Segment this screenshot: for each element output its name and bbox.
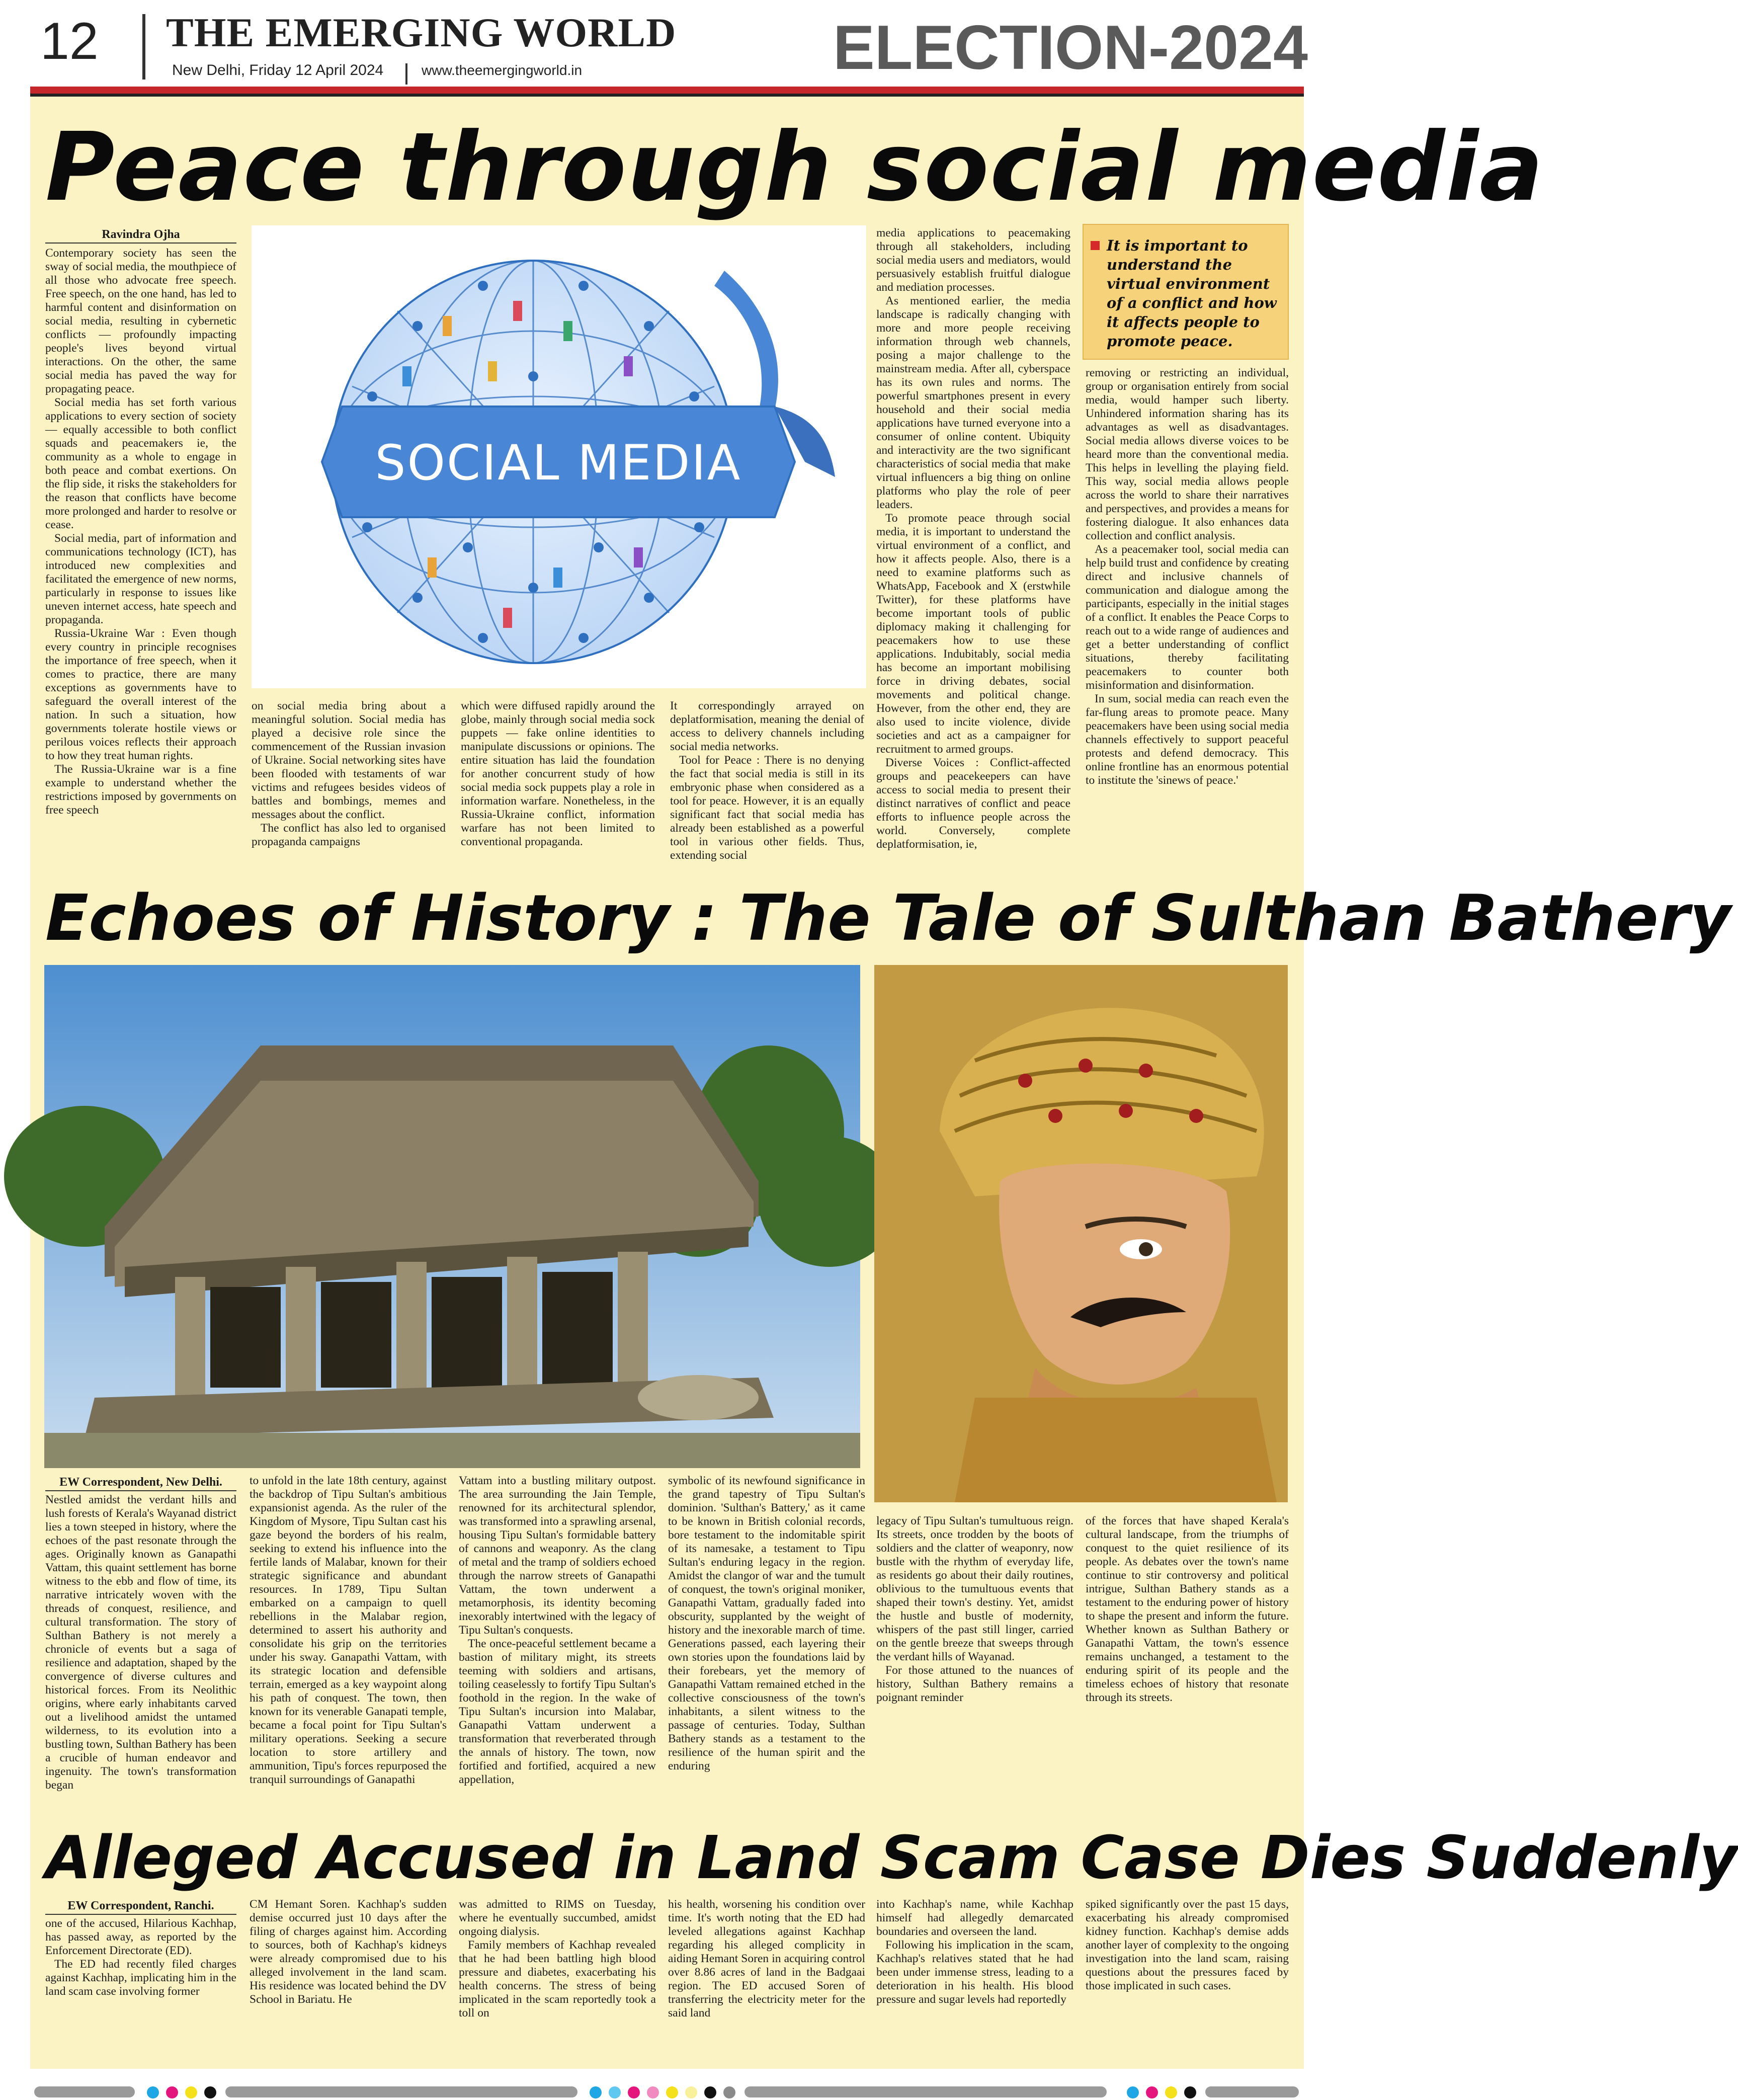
article2-col4 [668, 1474, 865, 1805]
article1-col2 [252, 699, 446, 865]
article2-col2 [250, 1474, 447, 1805]
article2-byline: EW Correspondent, New Delhi. [45, 1474, 236, 1491]
light-yellow-dot-icon [685, 2086, 697, 2098]
article1-col5 [876, 226, 1070, 865]
banner-label: SOCIAL MEDIA [375, 435, 742, 491]
article2-col3 [459, 1474, 656, 1805]
article1-col4-para: It correspondingly arrayed on deplatformisation, meaning the denial of access to delivery channels including social media networks. [670, 699, 864, 753]
article3-col3-para: Family members of Kachhap revealed that he had been battling high blood pressure and diabetes, exacerbating his health concerns. The stress of being implicated in the scam reportedly took a toll on [459, 1939, 656, 2020]
cyan-dot-icon [1127, 2086, 1139, 2098]
article1-col5-para: To promote peace through social media, it is important to understand the virtual environment of a conflict, and how it affects people. Also, there is a need to examine platforms such as WhatsApp, Facebook and X (erstwhile Twitter), for these platforms have become important tools of public diplomacy making it challenging for peacemakers how to use these applications. Indubitably, social media has become an important mobilising force in driving debates, social movements and political change. However, from the other end, they are also used to incite violence, divide societies and act as a campaigner for recruitment to armed groups. [876, 512, 1070, 756]
temple-illustration [44, 965, 860, 1468]
article2-col6-para: of the forces that have shaped Kerala's cultural landscape, from the triumphs of conquest to the quiet resilience of its people. As debates over the town's name continue to stir controversy and political intrigue, Sulthan Bathery stands as a testament to the enduring power of history to shape the present and inform the future. Whether known as Sulthan Bathery or Ganapathi Vattam, the town's essence remains unchanged, a testament to the enduring spirit of its people and the timeless echoes of history that resonate through its streets. [1086, 1514, 1289, 1704]
article1-col1-para: Social media has set forth various applications to every section of society — equally accessible to both conflict squads and peacemakers ie, the community as a whole to engage in both peace and combat exertions. On the flip side, it risks the stakeholders for the reason that conflicts have become more prolonged and harder to resolve or cease. [45, 396, 236, 531]
article2-col3-para: Vattam into a bustling military outpost. The area surrounding the Jain Temple, renowned for its architectural splendor, was transformed into a sprawling arsenal, housing Tipu Sultan's formidable battery of cannons and weaponry. As the clang of metal and the tramp of soldiers echoed through the narrow streets of Ganapathi Vattam, the town underwent a metamorphosis, its identity becoming inexorably intertwined with the legacy of Tipu Sultan's conquests. [459, 1474, 656, 1637]
magenta-dot-icon [166, 2086, 178, 2098]
article1-col6-para: In sum, social media can reach even the far-flung areas to promote peace. Many peacemakers have been using social media channels effectively to support peaceful protests and defend democracy. This online frontline has an enormous potential to institute the 'sinews of peace.' [1086, 692, 1289, 787]
article1-col4-para: Tool for Peace : There is no denying the fact that social media is still in its embryonic phase when considered as a tool for peace. However, it is an equally significant fact that social media has already been established as a powerful tool in various other fields. Thus, extending social [670, 754, 864, 862]
article3-byline: EW Correspondent, Ranchi. [45, 1898, 236, 1915]
article1-col6-para: As a peacemaker tool, social media can help build trust and confidence by creating direct and inclusive channels of communication and dialogue among the participants, especially in the initial stages of a conflict. It enables the Peace Corps to reach out to a wide range of audiences and get a better understanding of conflict situations, thereby facilitating peacemakers to counter both misinformation and disinformation. [1086, 543, 1289, 692]
black-dot-icon [1184, 2086, 1196, 2098]
article1-col3 [461, 699, 655, 865]
light-cyan-dot-icon [609, 2086, 621, 2098]
article2-col2-para: to unfold in the late 18th century, against the backdrop of Tipu Sultan's ambitious expansionist agenda. As the ruler of the Kingdom of Mysore, Tipu Sultan cast his gaze beyond the borders of his realm, seeking to extend his influence into the fertile lands of Malabar, known for their strategic significance and abundant resources. In 1789, Tipu Sultan embarked on a campaign to quell rebellions in the Malabar region, determined to assert his authority and consolidate his grip on the territories under his sway. Ganapathi Vattam, with its strategic location and defensible terrain, emerged as a key waypoint along his path of conquest. The town, then known for its venerable Ganapati temple, became a focal point for Tipu Sultan's military operations. Seeking a secure location to store artillery and ammunition, Tipu's forces repurposed the tranquil surroundings of Ganapathi [250, 1474, 447, 1786]
footer-bar-segment [744, 2086, 1107, 2097]
pull-quote [1083, 224, 1289, 360]
page-number: 12 [40, 12, 99, 70]
yellow-dot-icon [666, 2086, 678, 2098]
article3-col5-para: into Kachhap's name, while Kachhap himself had allegedly demarcated boundaries and overseen the land. [876, 1898, 1073, 1938]
header-red-rule [30, 87, 1304, 94]
header-divider [142, 14, 145, 79]
black-dot-icon [704, 2086, 716, 2098]
quote-bullet [1091, 241, 1100, 250]
article3-col3-para: was admitted to RIMS on Tuesday, where he eventually succumbed, amidst ongoing dialysis. [459, 1898, 656, 1938]
article2-col1-para: Nestled amidst the verdant hills and lush forests of Kerala's Wayanad district lies a town steeped in history, where the echoes of the past resonate through the ages. Originally known as Ganapathi Vattam, this quaint settlement has borne witness to the ebb and flow of time, its narrative intricately woven with the threads of conquest, resilience, and cultural transformation. The story of Sulthan Bathery is not merely a chronicle of events but a saga of resilience and adaptation, shaped by the convergence of diverse cultures and historical forces. From its Neolithic origins, where early inhabitants carved out a livelihood amidst the untamed wilderness, to its evolution into a bustling town, Sulthan Bathery has been a crucible of human endeavor and ingenuity. The town's transformation began [45, 1493, 236, 1792]
portrait-illustration [874, 965, 1288, 1502]
article2-col5-para: legacy of Tipu Sultan's tumultuous reign. Its streets, once trodden by the boots of soldiers and the clatter of weaponry, now bustle with the rhythm of everyday life, as residents go about their daily routines, oblivious to the tumultuous events that shaped their town's destiny. Yet, amidst the hustle and bustle of modernity, whispers of the past still linger, carried on the gentle breeze that sweeps through the verdant hills of Wayanad. [876, 1514, 1073, 1663]
website-link[interactable]: www.theemergingworld.in [422, 62, 583, 78]
cyan-dot-icon [590, 2086, 602, 2098]
article1-col5-para: Diverse Voices : Conflict-affected groups and peacekeepers can have access to social media to present their distinct narratives of conflict and peace efforts to influence people across the world. Conversely, complete deplatformisation, ie, [876, 756, 1070, 851]
article3-col3 [459, 1898, 656, 2068]
article2-col5-para: For those attuned to the nuances of history, Sulthan Bathery remains a poignant reminder [876, 1664, 1073, 1704]
social-media-globe-illustration [252, 225, 866, 688]
dateline: New Delhi, Friday 12 April 2024 [172, 62, 384, 78]
article1-byline: Ravindra Ojha [45, 226, 236, 244]
footer-bar-segment [34, 2086, 135, 2097]
light-magenta-dot-icon [647, 2086, 659, 2098]
article3-col1-para: one of the accused, Hilarious Kachhap, has passed away, as reported by the Enforcement Directorate (ED). [45, 1917, 236, 1957]
article3-col2 [250, 1898, 447, 2068]
article3-col6 [1086, 1898, 1289, 2068]
article3-col4 [668, 1898, 865, 2068]
article1-col4 [670, 699, 864, 865]
article1-col2-para: on social media bring about a meaningful solution. Social media has played a decisive role since the commencement of the Russian invasion of Ukraine. Social networking sites have been flooded with testaments of war victims and refugees besides videos of battles and bombings, memes and messages about the conflict. [252, 699, 446, 821]
article3-col5-para: Following his implication in the scam, Kachhap's relatives stated that he had been under immense stress, leading to a deterioration in his health. His blood pressure and sugar levels had reportedly [876, 1939, 1073, 2006]
article1-col1-para: The Russia-Ukraine war is a fine example to understand whether the restrictions imposed by governments on free speech [45, 763, 236, 817]
article1-col1-para: Russia-Ukraine War : Even though every country in principle recognises the importance of free speech, when it comes to practice, there are many exceptions as governments have to safeguard the overall interest of the nation. In such a situation, how governments tolerate hostile views or perilous voices reflects their approach to how they treat human rights. [45, 627, 236, 762]
social-media-image [252, 225, 866, 688]
pull-quote-text: It is important to understand the virtual environment of a conflict and how it affects people to promote peace. [1107, 237, 1277, 350]
article3-col2-para: CM Hemant Soren. Kachhap's sudden demise occurred just 10 days after the filing of charges against him. According to sources, both of Kachhap's kidneys were already compromised due to his alleged involvement in the land scam. His residence was located behind the DV School in Bariatu. He [250, 1898, 447, 2006]
article2-col5 [876, 1514, 1073, 1805]
article1-headline: Peace through social media [45, 112, 1544, 222]
article3-col6-para: spiked significantly over the past 15 days, exacerbating his already compromised kidney function. Kachhap's demise adds another layer of complexity to the ongoing investigation into the land scam, raising questions about the pressures faced by those implicated in such cases. [1086, 1898, 1289, 1992]
article2-col1 [45, 1493, 236, 1805]
masthead: THE EMERGING WORLD [166, 10, 677, 55]
article1-col5-para: As mentioned earlier, the media landscape is radically changing with more and more people receiving information through web channels, posing a major challenge to the mainstream media. After all, cyberspace has its own rules and norms. The powerful smartphones present in every household and their social media applications have turned everyone into a consumer of online content. Ubiquity and interactivity are the two significant characteristics of social media that make virtual influencers a big thing on online platforms who play the role of peer leaders. [876, 294, 1070, 511]
cyan-dot-icon [147, 2086, 159, 2098]
article3-headline: Alleged Accused in Land Scam Case Dies Suddenly [45, 1823, 1738, 1892]
article2-col3-para: The once-peaceful settlement became a bastion of military might, its streets teeming with soldiers and artisans, toiling ceaselessly to fortify Tipu Sultan's foothold in the region. In the wake of Tipu Sultan's incursion into Malabar, Ganapathi Vattam underwent a transformation that reverberated through the annals of history. The town, now fortified and fortified, acquired a new appellation, [459, 1637, 656, 1786]
article1-col5-para: media applications to peacemaking through all stakeholders, including social media users and mediators, would persuasively establish fruitful dialogue and mediation processes. [876, 226, 1070, 294]
article2-col4-para: symbolic of its newfound significance in the grand tapestry of Tipu Sultan's dominion. 'Sulthan's Battery,' as it came to be known in British colonial records, bore testament to the indomitable spirit of its namesake, a testament to Tipu Sultan's enduring legacy in the region. Amidst the clangor of war and the tumult of conquest, the town's original moniker, Ganapathi Vattam, gradually faded into obscurity, supplanted by the weight of history and the inexorable march of time. Generations passed, each layering their own stories upon the foundations laid by their forebears, yet the memory of Ganapathi Vattam remained etched in the collective consciousness of the town's inhabitants, a silent witness to the passage of centuries. Today, Sulthan Bathery stands as a testament to the resilience of the human spirit and the enduring [668, 1474, 865, 1772]
article1-col1-para: Contemporary society has seen the sway of social media, the mouthpiece of all those who advocate free speech. Free speech, on the one hand, has led to harmful content and disinformation on social media, resulting in cybernetic conflicts — profoundly impacting people's lives beyond virtual interactions. On the other, the same social media has paved the way for propagating peace. [45, 247, 236, 395]
article3-col1-para: The ED had recently filed charges against Kachhap, implicating him in the land scam case involving former [45, 1958, 236, 1998]
footer-bar-segment [225, 2086, 577, 2097]
article3-col5 [876, 1898, 1073, 2068]
article2-headline: Echoes of History : The Tale of Sulthan Bathery [45, 881, 1731, 955]
article1-col1 [45, 247, 236, 865]
article3-col4-para: his health, worsening his condition over time. It's worth noting that the ED had leveled allegations against Kachhap regarding his alleged complicity in aiding Hemant Soren in acquiring control over 8.86 acres of land in the Badgaai region. The ED accused Soren of transferring the electricity meter for the said land [668, 1898, 865, 2020]
grey-dot-icon [723, 2086, 735, 2098]
section-title: ELECTION-2024 [833, 13, 1308, 83]
tipu-sultan-portrait [874, 965, 1288, 1502]
magenta-dot-icon [628, 2086, 640, 2098]
article3-col1 [45, 1917, 236, 2068]
yellow-dot-icon [185, 2086, 197, 2098]
jain-temple-photo [44, 965, 860, 1468]
article1-col3-para: which were diffused rapidly around the globe, mainly through social media sock puppets — fake online identities to manipulate discussions or opinions. The entire situation has laid the foundation for another concurrent study of how social media sock puppets play a role in information warfare. Nonetheless, in the Russia-Ukraine conflict, information warfare has not been limited to conventional propaganda. [461, 699, 655, 848]
dateline-divider [405, 63, 407, 85]
yellow-dot-icon [1165, 2086, 1177, 2098]
footer-bar-segment [1205, 2086, 1299, 2097]
article1-col6 [1086, 366, 1289, 865]
article1-col6-para: removing or restricting an individual, group or organisation entirely from social media, would hamper such liberty. Unhindered information sharing has its advantages as well as disadvantages. Social media allows diverse voices to be heard more than the conventional media. This helps in levelling the playing field. This way, social media allows people across the world to share their narratives and perspectives, and provides a means for fostering dialogue. It also enhances data collection and conflict analysis. [1086, 366, 1289, 542]
magenta-dot-icon [1146, 2086, 1158, 2098]
article2-col6 [1086, 1514, 1289, 1805]
article1-col2-para: The conflict has also led to organised propaganda campaigns [252, 822, 446, 848]
article1-col1-para: Social media, part of information and communications technology (ICT), has introduced new complexities and facilitated the emergence of new norms, particularly in response to issues like uneven internet access, hate speech and propaganda. [45, 532, 236, 626]
black-dot-icon [204, 2086, 216, 2098]
